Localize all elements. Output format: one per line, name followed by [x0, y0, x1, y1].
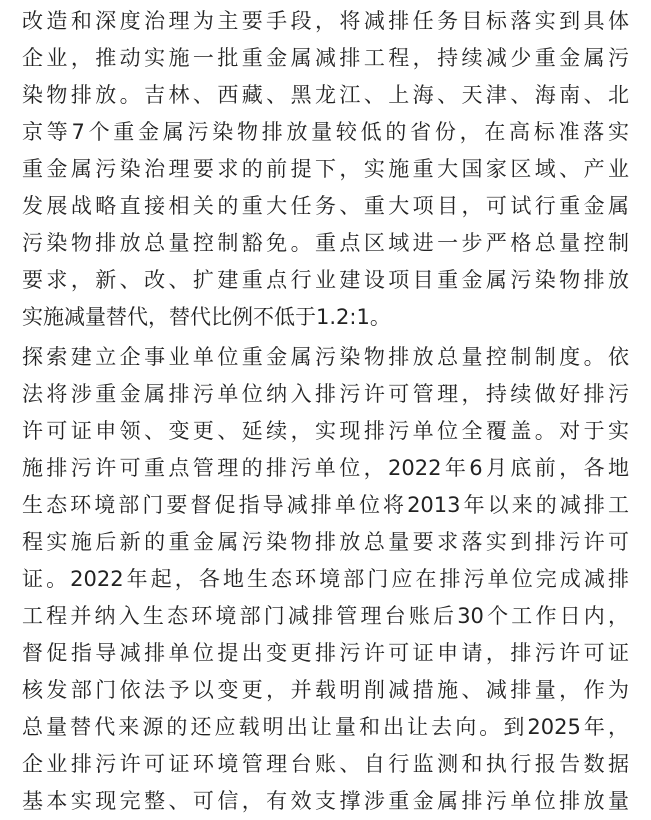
- text-line: 要求，新、改、扩建重点行业建设项目重金属污染物排放: [22, 268, 629, 292]
- text-line: 改造和深度治理为主要手段，将减排任务目标落实到具体: [22, 9, 629, 33]
- text-line: 企业排污许可证环境管理台账、自行监测和执行报告数据: [22, 752, 629, 776]
- paragraph-2: [22, 339, 629, 820]
- text-line: 许可证申领、变更、延续，实现排污单位全覆盖。对于实: [22, 419, 629, 443]
- text-line: 施排污许可重点管理的排污单位，2022年6月底前，各地: [22, 456, 629, 480]
- text-line: 程实施后新的重金属污染物排放总量要求落实到排污许可: [22, 530, 629, 554]
- text-line: 督促指导减排单位提出变更排污许可证申请，排污许可证: [22, 641, 629, 665]
- text-line: 实施减量替代，替代比例不低于1.2:1。: [22, 305, 391, 329]
- text-line: 生态环境部门要督促指导减排单位将2013年以来的减排工: [22, 493, 629, 517]
- text-line: 法将涉重金属排污单位纳入排污许可管理，持续做好排污: [22, 382, 629, 406]
- text-line: 工程并纳入生态环境部门减排管理台账后30个工作日内，: [22, 604, 629, 628]
- text-line: 基本实现完整、可信，有效支撑涉重金属排污单位排放量: [22, 789, 629, 813]
- text-line: 核发部门依法予以变更，并载明削减措施、减排量，作为: [22, 678, 629, 702]
- text-line: 发展战略直接相关的重大任务、重大项目，可试行重金属: [22, 194, 629, 218]
- text-line: 总量替代来源的还应载明出让量和出让去向。到2025年，: [22, 715, 629, 739]
- text-line: 探索建立企事业单位重金属污染物排放总量控制制度。依: [22, 345, 629, 369]
- text-line: 重金属污染治理要求的前提下，实施重大国家区域、产业: [22, 157, 629, 181]
- text-line: 证。2022年起，各地生态环境部门应在排污单位完成减排: [22, 567, 629, 591]
- text-line: 染物排放。吉林、西藏、黑龙江、上海、天津、海南、北: [22, 83, 629, 107]
- text-line: 污染物排放总量控制豁免。重点区域进一步严格总量控制: [22, 231, 629, 255]
- text-line: 企业，推动实施一批重金属减排工程，持续减少重金属污: [22, 46, 629, 70]
- text-line: 京等7个重金属污染物排放量较低的省份，在高标准落实: [22, 120, 629, 144]
- paragraph-1: [22, 3, 629, 336]
